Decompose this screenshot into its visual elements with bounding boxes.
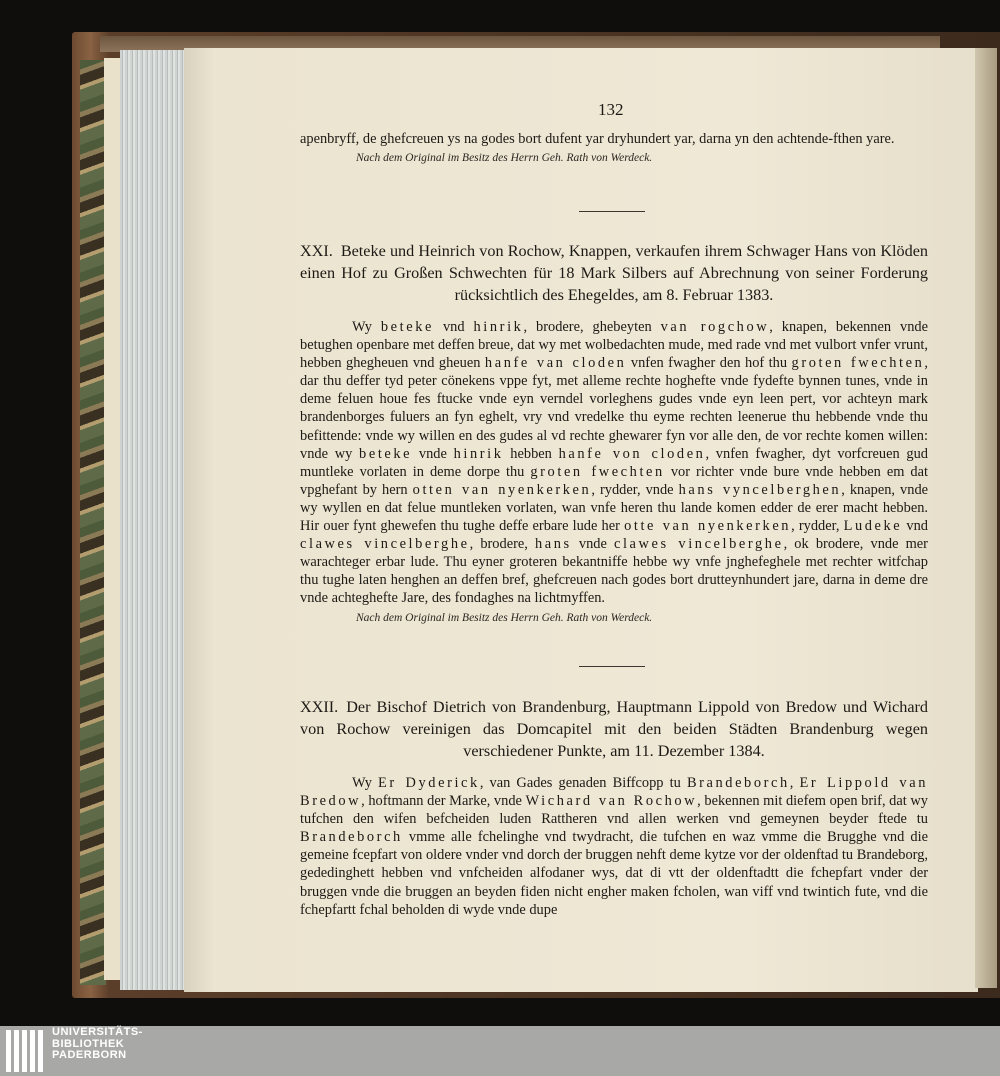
page-stack xyxy=(120,50,186,990)
document-22 xyxy=(300,696,928,919)
section-divider xyxy=(579,211,645,212)
document-22-heading-line2: von Rochow vereinigen das Domcapitel mit den beiden Städten Brandenburg wegen xyxy=(300,720,928,738)
library-name: UNIVERSITÄTS- BIBLIOTHEK PADERBORN xyxy=(52,1026,143,1061)
intro-source-note: Nach dem Original im Besitz des Herrn Geh. Rath von Werdeck. xyxy=(356,152,653,165)
library-footer-bar xyxy=(0,1026,1000,1076)
document-22-heading-line1: XXII. Der Bischof Dietrich von Brandenburg, Hauptmann Lippold von Bredow und Wichard xyxy=(300,698,928,716)
page-right-edge xyxy=(975,48,997,988)
intro-paragraph: apenbryff, de ghefcreuen ys na godes bort dufent yar dryhundert yar, darna yn den achtende-fthen yare. xyxy=(300,131,895,147)
document-22-number: XXII. xyxy=(300,698,339,716)
document-21-heading-line2: einen Hof zu Großen Schwechten für 18 Mark Silbers auf Abrechnung von seiner Forderung xyxy=(300,264,928,282)
section-divider xyxy=(579,666,645,667)
intro-block xyxy=(300,130,928,164)
page-number: 132 xyxy=(598,100,624,119)
document-21-source-note: Nach dem Original im Besitz des Herrn Geh. Rath von Werdeck. xyxy=(356,611,653,624)
document-21-body: Wy beteke vnd hinrik, brodere, ghebeyten van rogchow, knapen, bekennen vnde betughen openbare met deffen breue, dat wy met wolbedachten mude, med rade vnd met vulbort vnfer vrunt, hebben ghegheuen vnd gheuen hanfe van cloden vnfen fwagher den hof thu groten fwechten, dar thu deffer tyd peter cönekens vppe fyt, met alleme rechte hoghefte vnde fydefte bynnen tunes, vnde in deme feluen houe fes ftucke vnde eyn verndel vorleghens gudes vnde eyn leen pert, vor achteyn mark brandenborges fuluers an fyn eghelt, vry vnd vredelke thu eyme rechten leenerue thu hebbende vnde thu befittende: vnde wy willen en des gudes al vd rechte ghewarer fyn vor alle den, de vor rechte komen willen: vnde wy beteke vnde hinrik hebben hanfe von cloden, vnfen fwagher, dyt vorfcreuen gud muntleke vorlaten in deme dorpe thu groten fwechten vor richter vnde bure vnde hebben em dat vpghefant by hern otten van nyenkerken, rydder, vnde hans vyncelberghen, knapen, vnde wy wyllen en dat felue muntleken vorlaten, wan vnfe heren thu lande komen edder de erer macht hebben. Hir ouer fynt ghewefen thu tughe deffe erbare lude her otte van nyenkerken, rydder, Ludeke vnd clawes vincelberghe, brodere, hans vnde clawes vincelberghe, ok brodere, vnde mer warachteger erbar lude. Thu eyner groteren bekantniffe hebbe wy vnfe jnghefeghele met rechter witfchap thu tughe laten henghen an deffen bref, ghefcreuen nach godes bort drutteynhundert jare, darna in deme dre vnde achteghefte Jare, des fondaghes na lichtmyffen. xyxy=(300,319,929,607)
document-22-heading-line3: verschiedener Punkte, am 11. Dezember 1384. xyxy=(463,742,765,760)
document-21-heading-line1: XXI. Beteke und Heinrich von Rochow, Knappen, verkaufen ihrem Schwager Hans von Klöden xyxy=(300,242,928,260)
document-21 xyxy=(300,240,928,624)
document-21-number: XXI. xyxy=(300,242,333,260)
document-22-heading xyxy=(300,696,928,762)
library-logo-icon xyxy=(6,1030,46,1072)
document-21-heading xyxy=(300,240,928,306)
document-22-body: Wy Er Dyderick, van Gades genaden Biffcopp tu Brandeborch, Er Lippold van Bredow, hoftmann der Marke, vnde Wichard van Rochow, bekennen mit diefem open brif, dat wy tufchen den wifen befcheiden luden Rattheren vnd allen werken vnd gemeynen beyder ftede tu Brandeborch vmme alle fchelinghe vnd twydracht, die tufchen en waz vmme die Brugghe vnd die gemeine fcepfart von oldere vnder vnd dorch der bruggen nehft deme kytze vor der oldenftad tu Brandeborg, gededinghett hebben vnd vnfcheiden alfodaner wys, dat di vtt der oldenftadtt die fchepfart vnder der bruggen vnde die bruggen an beyden fiden nicht engher maken fcholen, wan viff vnd twintich fute, vnd die fchepfartt fchal beholden di wyde vnde dupe xyxy=(300,775,928,918)
document-21-heading-line3: rücksichtlich des Ehegeldes, am 8. Februar 1383. xyxy=(454,286,774,304)
marbled-board xyxy=(80,60,106,985)
